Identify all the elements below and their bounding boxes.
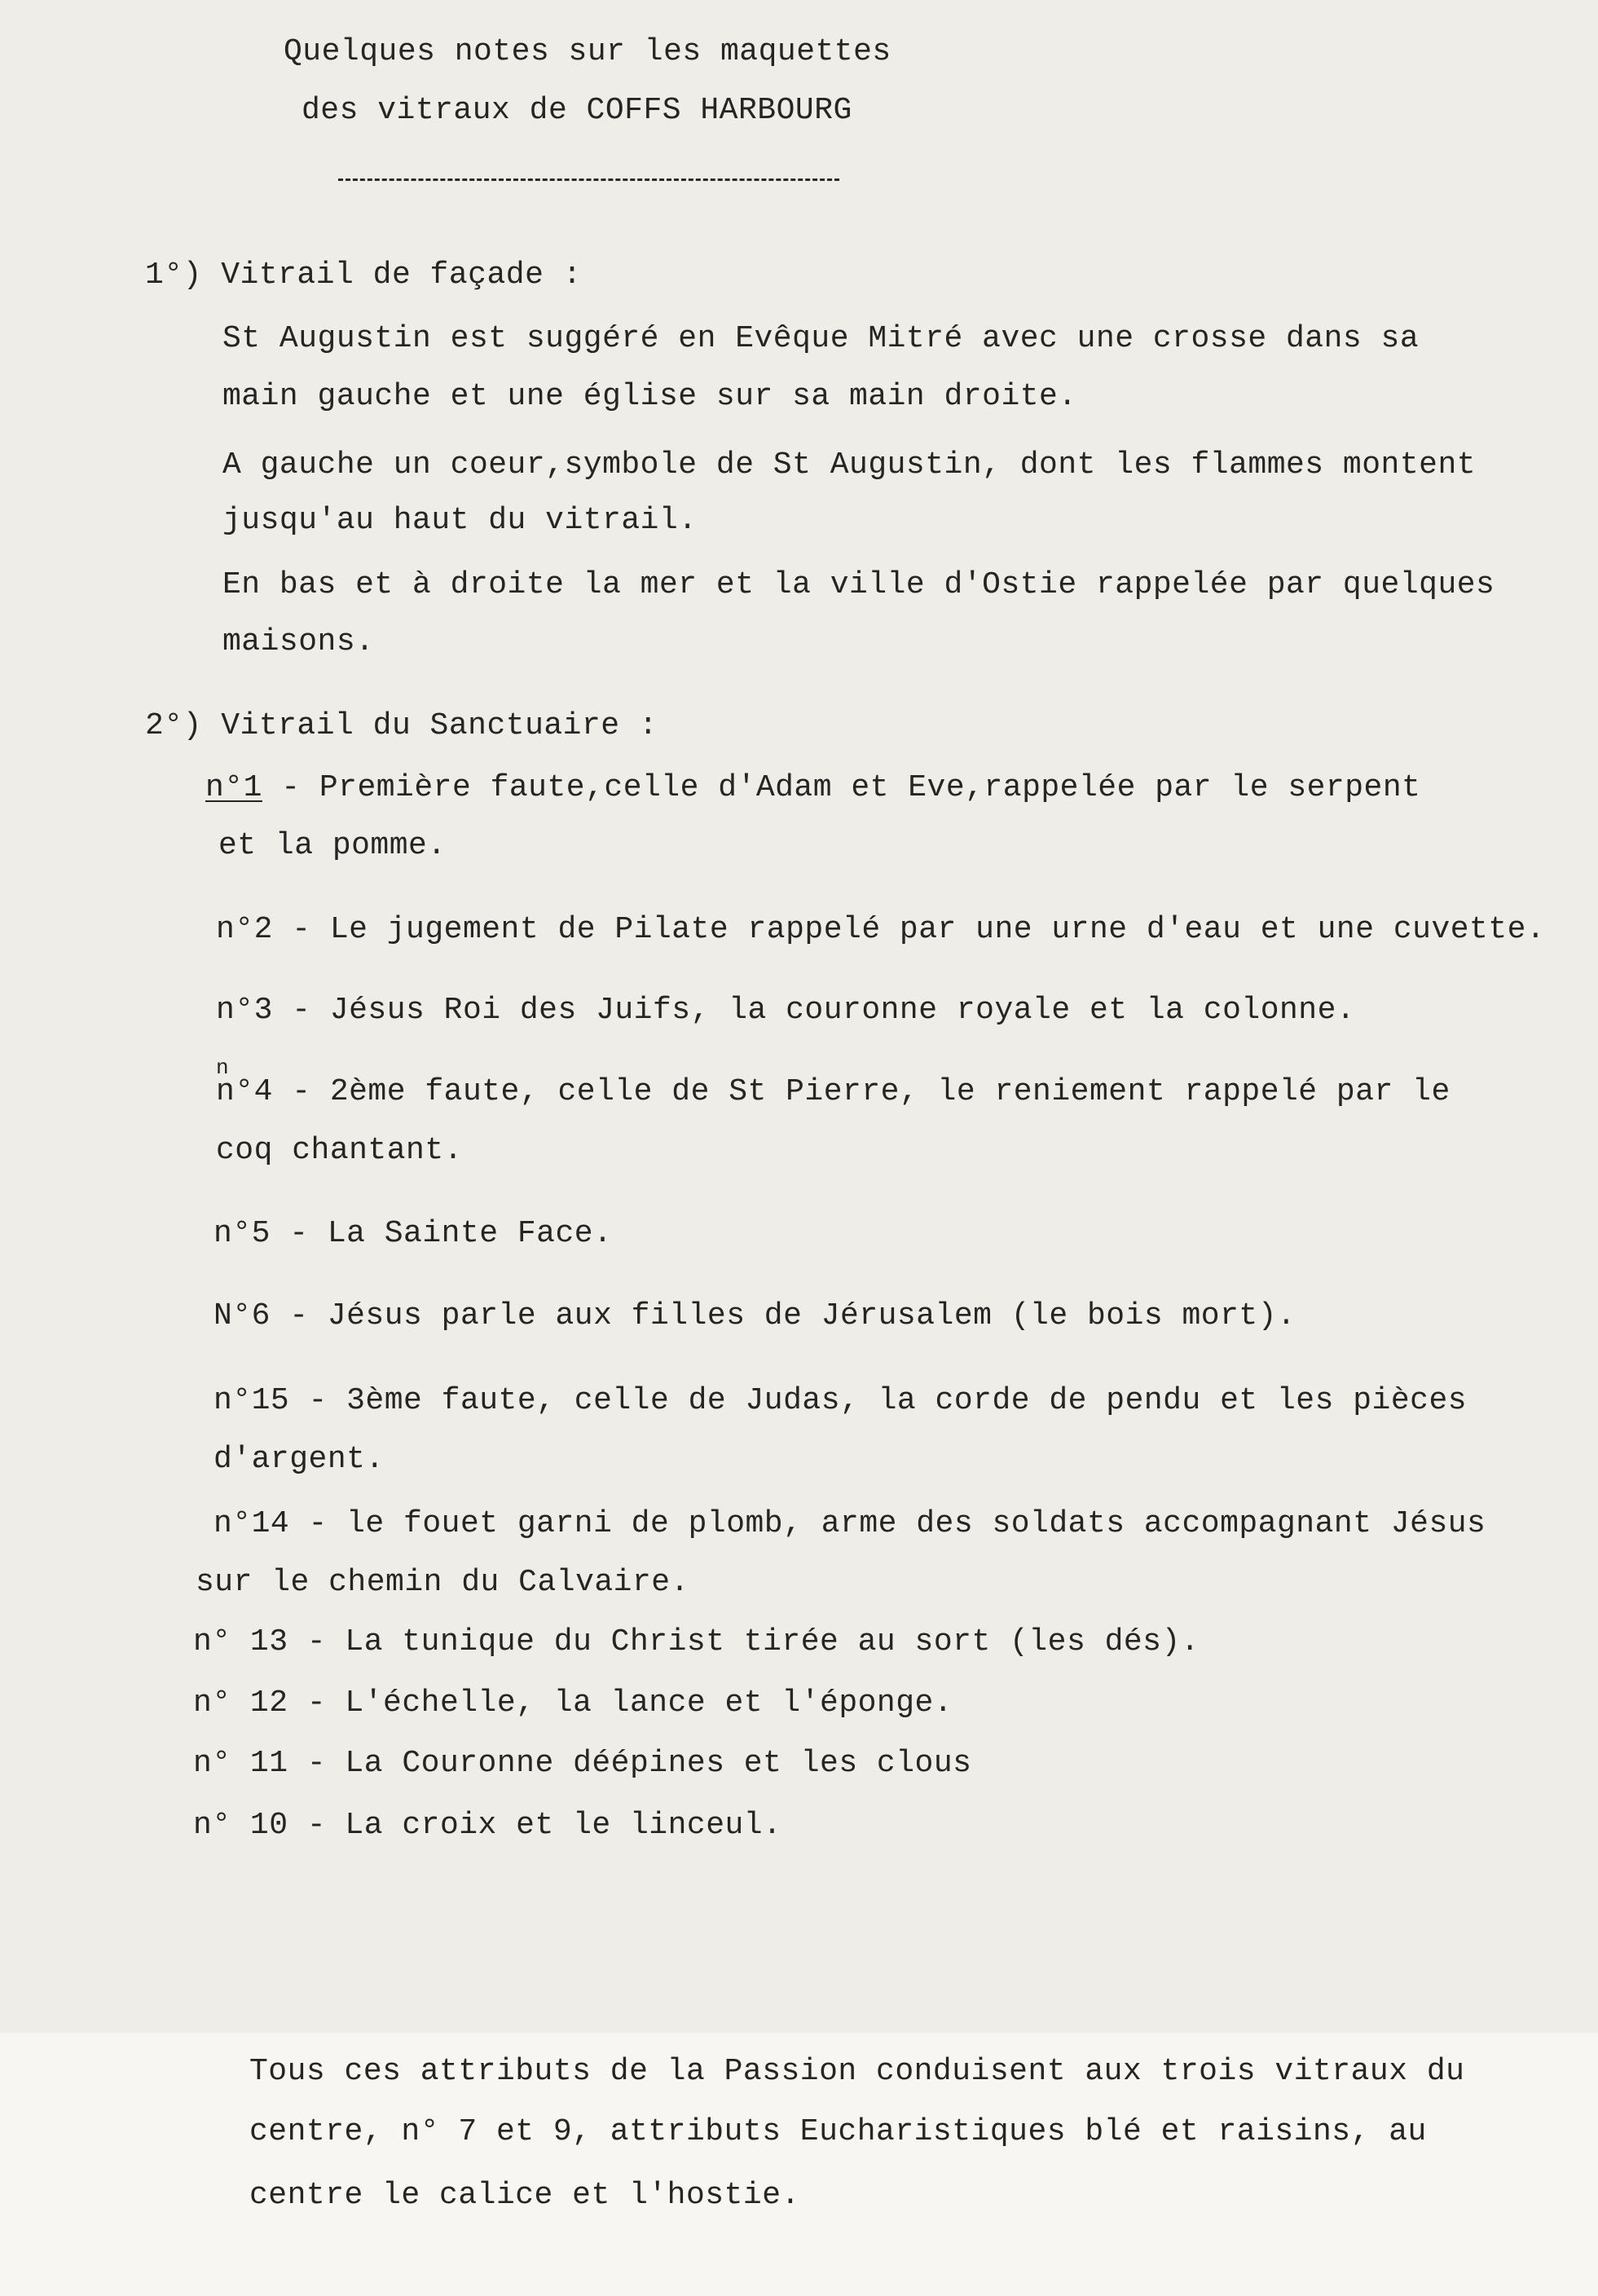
list-item: n° 13 - La tunique du Christ tirée au sort (les dés). (193, 1624, 1200, 1659)
list-item: N°6 - Jésus parle aux filles de Jérusalem (le bois mort). (214, 1298, 1296, 1333)
item-text: - Première faute,celle d'Adam et Eve,rappelée par le serpent (262, 770, 1421, 805)
list-item-continuation: d'argent. (214, 1442, 385, 1477)
section-1-heading: 1°) Vitrail de façade : (145, 258, 582, 293)
list-item: n°2 - Le jugement de Pilate rappelé par une urne d'eau et une cuvette. (216, 912, 1546, 947)
list-item: n° 12 - L'échelle, la lance et l'éponge. (193, 1686, 953, 1721)
footer-line: centre le calice et l'hostie. (249, 2178, 800, 2213)
list-item: n° 10 - La croix et le linceul. (193, 1808, 782, 1843)
title-divider (338, 178, 839, 181)
list-item: n°14 - le fouet garni de plomb, arme des soldats accompagnant Jésus (214, 1506, 1486, 1541)
list-item (205, 770, 1420, 806)
list-item: n°15 - 3ème faute, celle de Judas, la corde de pendu et les pièces (214, 1383, 1468, 1418)
list-item-continuation: et la pomme. (218, 828, 447, 863)
title-line-2: des vitraux de COFFS HARBOURG (302, 93, 852, 128)
item-number: n°1 (205, 770, 262, 805)
section-1-line: St Augustin est suggéré en Evêque Mitré avec une crosse dans sa (222, 321, 1420, 356)
section-1-line: jusqu'au haut du vitrail. (222, 503, 698, 538)
footer-line: centre, n° 7 et 9, attributs Eucharistiques blé et raisins, au (249, 2114, 1427, 2149)
list-item: n°5 - La Sainte Face. (214, 1216, 613, 1251)
list-item-continuation: coq chantant. (216, 1133, 463, 1168)
list-item: n°4 - 2ème faute, celle de St Pierre, le reniement rappelé par le (216, 1074, 1451, 1109)
list-item-continuation: sur le chemin du Calvaire. (196, 1565, 689, 1600)
section-2-heading: 2°) Vitrail du Sanctuaire : (145, 708, 658, 743)
handwritten-correction: n (216, 1055, 230, 1080)
section-1-line: A gauche un coeur,symbole de St Augustin, dont les flammes montent (222, 447, 1477, 483)
list-item: n° 11 - La Couronne déépines et les clous (193, 1746, 972, 1781)
footer-line: Tous ces attributs de la Passion conduisent aux trois vitraux du (249, 2054, 1465, 2089)
section-1-line: maisons. (222, 624, 375, 659)
title-line-1: Quelques notes sur les maquettes (284, 34, 891, 69)
section-1-line: En bas et à droite la mer et la ville d'Ostie rappelée par quelques (222, 567, 1495, 602)
list-item: n°3 - Jésus Roi des Juifs, la couronne royale et la colonne. (216, 993, 1356, 1028)
section-1-line: main gauche et une église sur sa main droite. (222, 379, 1077, 414)
